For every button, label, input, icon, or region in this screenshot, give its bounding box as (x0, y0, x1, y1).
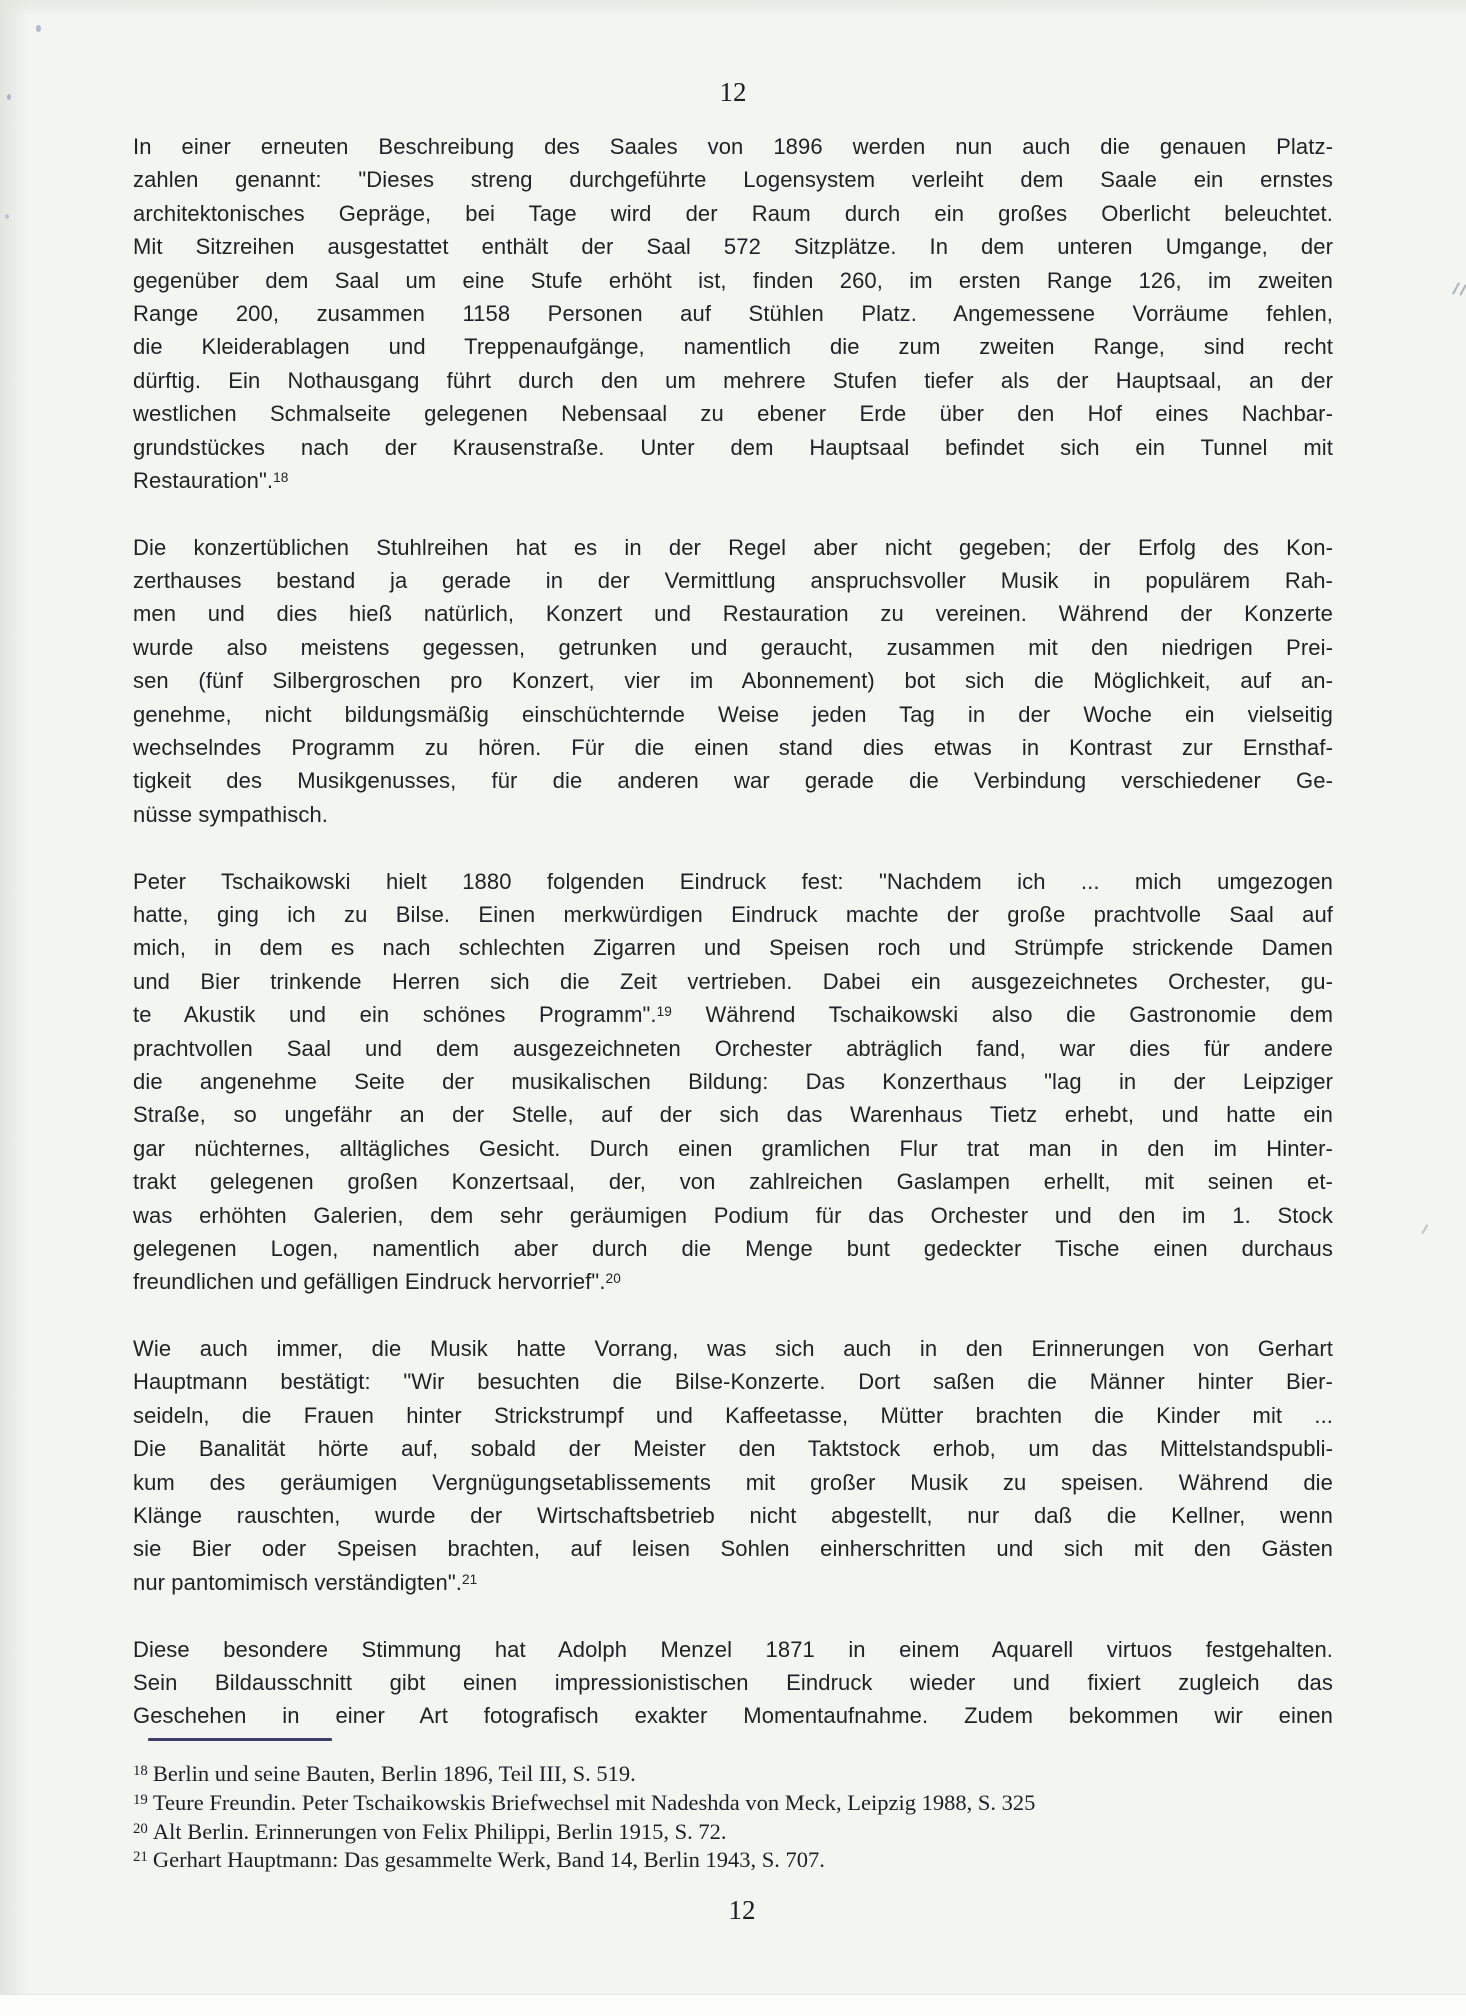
body-line: die Kleiderablagen und Treppenaufgänge, namentlich die zum zweiten Range, sind recht (133, 334, 1333, 360)
body-line: die angenehme Seite der musikalischen Bildung: Das Konzerthaus "lag in der Leipziger (133, 1068, 1333, 1094)
body-line: sen (fünf Silbergroschen pro Konzert, vier im Abonnement) bot sich die Möglichkeit, auf an- (133, 668, 1333, 694)
body-line: Range 200, zusammen 1158 Personen auf Stühlen Platz. Angemessene Vorräume fehlen, (133, 300, 1333, 326)
footnote-ref: 19 (656, 1004, 672, 1020)
body-line: Klänge rauschten, wurde der Wirtschaftsbetrieb nicht abgestellt, nur daß die Kellner, wenn (133, 1503, 1333, 1529)
body-line: wechselndes Programm zu hören. Für die einen stand dies etwas in Kontrast zur Ernsthaf- (133, 735, 1333, 761)
body-line: gegenüber dem Saal um eine Stufe erhöht ist, finden 260, im ersten Range 126, im zweiten (133, 267, 1333, 293)
body-line: zahlen genannt: "Dieses streng durchgeführte Logensystem verleiht dem Saale ein ernstes (133, 167, 1333, 193)
paragraph (133, 1332, 1333, 1599)
body-line: seideln, die Frauen hinter Strickstrumpf und Kaffeetasse, Mütter brachten die Kinder mit ... (133, 1402, 1333, 1428)
body-line: dürftig. Ein Nothausgang führt durch den um mehrere Stufen tiefer als der Hauptsaal, an der (133, 367, 1333, 393)
body-line: genehme, nicht bildungsmäßig einschüchternde Weise jeden Tag in der Woche ein vielseitig (133, 701, 1333, 727)
paragraph (133, 865, 1333, 1299)
body-line: nur pantomimisch verständigten".$^{21}$ (133, 1569, 478, 1595)
page-number-top: 12 (719, 77, 747, 107)
scan-artifact-dot (5, 214, 9, 219)
body-line: hatte, ging ich zu Bilse. Einen merkwürdigen Eindruck machte der große prachtvolle Saal auf (133, 901, 1333, 927)
body-line: men und dies hieß natürlich, Konzert und Restauration zu vereinen. Während der Konzerte (133, 601, 1333, 627)
body-line: Hauptmann bestätigt: "Wir besuchten die Bilse-Konzerte. Dort saßen die Männer hinter Bier- (133, 1369, 1333, 1395)
body-line: Diese besondere Stimmung hat Adolph Menzel 1871 in einem Aquarell virtuos festgehalten. (133, 1636, 1333, 1662)
footnotes (133, 1760, 1353, 1875)
footnote: $^{19}$ Teure Freundin. Peter Tschaikowskis Briefwechsel mit Nadeshda von Meck, Leipzig 1988, S. 325 (133, 1789, 1036, 1815)
body-line: Geschehen in einer Art fotografisch exakter Momentaufnahme. Zudem bekommen wir einen (133, 1703, 1333, 1729)
body-line: Straße, so ungefähr an der Stelle, auf der sich das Warenhaus Tietz erhebt, und hatte ein (133, 1102, 1333, 1128)
footnote-ref: 18 (273, 469, 289, 485)
pen-mark (1452, 282, 1460, 294)
body-line: Die Banalität hörte auf, sobald der Meister den Taktstock erhob, um das Mittelstandspubli- (133, 1436, 1333, 1462)
body-line: Restauration".$^{18}$ (133, 467, 289, 493)
body-line: freundlichen und gefälligen Eindruck hervorrief".$^{20}$ (133, 1269, 621, 1295)
body-line: sie Bier oder Speisen brachten, auf leisen Sohlen einherschritten und sich mit den Gästen (133, 1536, 1333, 1562)
body-line: gelegenen Logen, namentlich aber durch die Menge bunt gedeckter Tische einen durchaus (133, 1235, 1333, 1261)
footnote: $^{21}$ Gerhart Hauptmann: Das gesammelte Werk, Band 14, Berlin 1943, S. 707. (133, 1847, 825, 1873)
body-line: Sein Bildausschnitt gibt einen impressionistischen Eindruck wieder und fixiert zugleich das (133, 1669, 1333, 1695)
body-line: zerthauses bestand ja gerade in der Vermittlung anspruchsvoller Musik in populärem Rah- (133, 568, 1333, 594)
footnote-number: 19 (133, 1791, 148, 1808)
body-line: Die konzertüblichen Stuhlreihen hat es in der Regel aber nicht gegeben; der Erfolg des Kon- (133, 534, 1333, 560)
body-line: kum des geräumigen Vergnügungsetablissements mit großer Musik zu speisen. Während die (133, 1469, 1333, 1495)
body-line: wurde also meistens gegessen, getrunken und geraucht, zusammen mit den niedrigen Prei- (133, 634, 1333, 660)
body-line: Peter Tschaikowski hielt 1880 folgenden Eindruck fest: "Nachdem ich ... mich umgezogen (133, 868, 1333, 894)
body-line: nüsse sympathisch. (133, 801, 328, 827)
footnote-separator (148, 1738, 332, 1741)
body-line: Mit Sitzreihen ausgestattet enthält der Saal 572 Sitzplätze. In dem unteren Umgange, der (133, 234, 1333, 260)
footnote: $^{20}$ Alt Berlin. Erinnerungen von Felix Philippi, Berlin 1915, S. 72. (133, 1818, 727, 1844)
scan-edge-top (0, 0, 1466, 16)
body-line: westlichen Schmalseite gelegenen Nebensaal zu ebener Erde über den Hof eines Nachbar- (133, 401, 1333, 427)
body-line: trakt gelegenen großen Konzertsaal, der, von zahlreichen Gaslampen erhellt, mit seinen et- (133, 1169, 1333, 1195)
body-line: In einer erneuten Beschreibung des Saales von 1896 werden nun auch die genauen Platz- (133, 134, 1333, 159)
body-line: und Bier trinkende Herren sich die Zeit vertrieben. Dabei ein ausgezeichnetes Orchester, gu- (133, 968, 1333, 994)
body-line: prachtvollen Saal und dem ausgezeichneten Orchester abträglich fand, war dies für andere (133, 1035, 1333, 1061)
footnote-number: 21 (133, 1849, 148, 1866)
footnote-number: 18 (133, 1763, 148, 1780)
body-line: tigkeit des Musikgenusses, für die anderen war gerade die Verbindung verschiedener Ge- (133, 768, 1333, 794)
body-line: architektonisches Gepräge, bei Tage wird der Raum durch ein großes Oberlicht beleuchtet. (133, 200, 1333, 226)
paragraph (133, 130, 1333, 497)
page-number-bottom: 12 (728, 1895, 756, 1925)
paragraph (133, 531, 1333, 832)
scan-artifact-dot (36, 25, 41, 32)
scan-edge-bottom (0, 1994, 1466, 2016)
footnote-ref: 21 (461, 1571, 478, 1587)
footnote-number: 20 (133, 1820, 148, 1837)
body-line: mich, in dem es nach schlechten Zigarren und Speisen roch und Strümpfe strickende Damen (133, 935, 1333, 961)
footnote-ref: 20 (605, 1271, 621, 1287)
body-line: was erhöhten Galerien, dem sehr geräumigen Podium für das Orchester und den im 1. Stock (133, 1202, 1333, 1228)
paragraph (133, 1633, 1333, 1733)
body-line: gar nüchternes, alltägliches Gesicht. Durch einen gramlichen Flur trat man in den im Hinter- (133, 1135, 1333, 1161)
footnote: $^{18}$ Berlin und seine Bauten, Berlin 1896, Teil III, S. 519. (133, 1761, 636, 1786)
pen-mark (1422, 1224, 1429, 1234)
body-line: grundstückes nach der Krausenstraße. Unter dem Hauptsaal befindet sich ein Tunnel mit (133, 434, 1333, 460)
document-body (133, 130, 1333, 1733)
pen-mark (1459, 284, 1466, 296)
body-line: Wie auch immer, die Musik hatte Vorrang, was sich auch in den Erinnerungen von Gerhart (133, 1336, 1333, 1362)
scan-artifact-dot (7, 94, 11, 100)
scan-edge-left (0, 0, 28, 2016)
body-line: te Akustik und ein schönes Programm".$^{19}$ Während Tschaikowski also die Gastronomie dem (133, 1002, 1333, 1028)
